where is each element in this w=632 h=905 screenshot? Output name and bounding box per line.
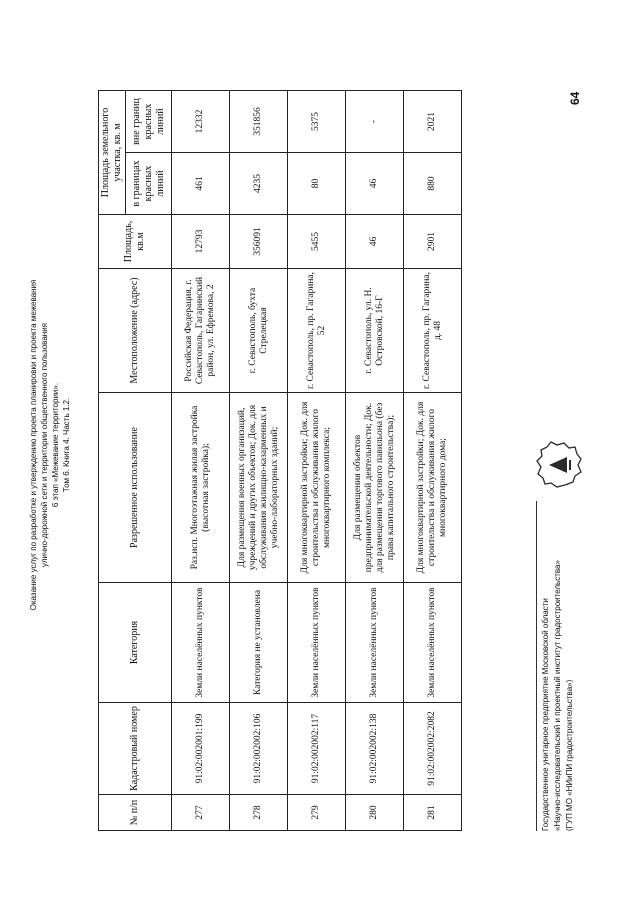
col-header-inside: в границах красных линий — [126, 153, 172, 215]
cell-address: г. Севастополь, пр. Гагарина, д. 48 — [404, 269, 462, 393]
footer-divider — [536, 501, 537, 831]
cell-num: 277 — [172, 795, 230, 831]
col-header-address: Местоположение (адрес) — [99, 269, 172, 393]
cell-category: Категория не установлена — [230, 583, 288, 703]
cell-address: г. Севастополь, ул. Н. Островской, 16-Г — [346, 269, 404, 393]
table-row — [404, 91, 462, 831]
footer-line-3: (ГУП МО «НИиПИ градостроительства») — [565, 679, 574, 831]
cell-usage: Для размещения объектов предпринимательской деятельности; Док. для размещения торгового павильона (без права капитального строительства); — [346, 393, 404, 583]
cell-outside: - — [346, 91, 404, 153]
page-number: 64 — [568, 91, 582, 105]
col-header-outside: вне границ красных линий — [126, 91, 172, 153]
cell-inside: 461 — [172, 153, 230, 215]
table-row — [230, 91, 288, 831]
table-row — [172, 91, 230, 831]
cell-category: Земли населённых пунктов — [346, 583, 404, 703]
logo-shape — [535, 439, 583, 491]
cell-usage: Раз.исп. Многоэтажная жилая застройка (высотная застройка); — [172, 393, 230, 583]
cell-cadastral: 91:02:002002:138 — [346, 703, 404, 795]
cell-cadastral: 91:02:002001:199 — [172, 703, 230, 795]
cell-usage: Для многоквартирной застройки; Док. для строительства и обслуживания жилого многоквартирного комплекса; — [288, 393, 346, 583]
cell-area: 356091 — [230, 215, 288, 269]
cell-num: 280 — [346, 795, 404, 831]
col-header-num: № п/п — [99, 795, 172, 831]
cell-area: 5455 — [288, 215, 346, 269]
cell-category: Земли населённых пунктов — [288, 583, 346, 703]
footer-line-2: «Научно-исследовательский и проектный институт градостроительства» — [553, 560, 562, 831]
cell-outside: 12332 — [172, 91, 230, 153]
cell-area: 46 — [346, 215, 404, 269]
col-header-usage: Разрешенное использование — [99, 393, 172, 583]
cell-num: 279 — [288, 795, 346, 831]
cell-outside: 2021 — [404, 91, 462, 153]
cell-area: 12793 — [172, 215, 230, 269]
table-row — [346, 91, 404, 831]
cell-usage: Для многоквартирной застройки; Док. для строительства и обслуживания жилого многоквартирного дома; — [404, 393, 462, 583]
cell-num: 281 — [404, 795, 462, 831]
cell-usage: Для размещения военных организаций, учреждений и других объектов; Док. для обслуживания жилищно-казарменных и учебно-лабораторных зданий; — [230, 393, 288, 583]
cell-cadastral: 91:02:002002:106 — [230, 703, 288, 795]
cell-address: Российская Федерация, г. Севастополь, Гагаринский район, ул. Ефремова, 2 — [172, 269, 230, 393]
cell-inside: 46 — [346, 153, 404, 215]
cell-cadastral: 91:02:002002:117 — [288, 703, 346, 795]
cell-inside: 80 — [288, 153, 346, 215]
cell-category: Земли населённых пунктов — [404, 583, 462, 703]
col-header-cadastral: Кадастровый номер — [99, 703, 172, 795]
institute-logo-icon — [535, 439, 583, 491]
cell-num: 278 — [230, 795, 288, 831]
footer-line-1: Государственное унитарное предприятие Московской области — [541, 598, 550, 831]
header-line: Том 6. Книга 4. Часть 1.2. — [62, 397, 71, 493]
cell-cadastral: 91:02:002002:2082 — [404, 703, 462, 795]
cell-inside: 4235 — [230, 153, 288, 215]
cell-address: г. Севастополь, бухта Стрелецкая — [230, 269, 288, 393]
header-line: Оказание услуг по разработке и утверждению проекта планировки и проекта межевания — [29, 279, 38, 611]
col-header-area: Площадь, кв.м — [99, 215, 172, 269]
cell-outside: 351856 — [230, 91, 288, 153]
cell-inside: 880 — [404, 153, 462, 215]
cell-outside: 5375 — [288, 91, 346, 153]
col-header-category: Категория — [99, 583, 172, 703]
document-header — [28, 65, 72, 825]
cell-address: г. Севастополь, пр. Гагарина, 52 — [288, 269, 346, 393]
cell-category: Земли населённых пунктов — [172, 583, 230, 703]
header-line: 6 этап «Межевание территории». — [51, 382, 60, 508]
table-row — [288, 91, 346, 831]
land-plots-table — [98, 90, 462, 831]
header-line: улично-дорожной сети и территории общественного пользования — [40, 323, 49, 567]
col-header-land-area: Площадь земельного участка, кв. м — [99, 91, 126, 215]
cell-area: 2901 — [404, 215, 462, 269]
